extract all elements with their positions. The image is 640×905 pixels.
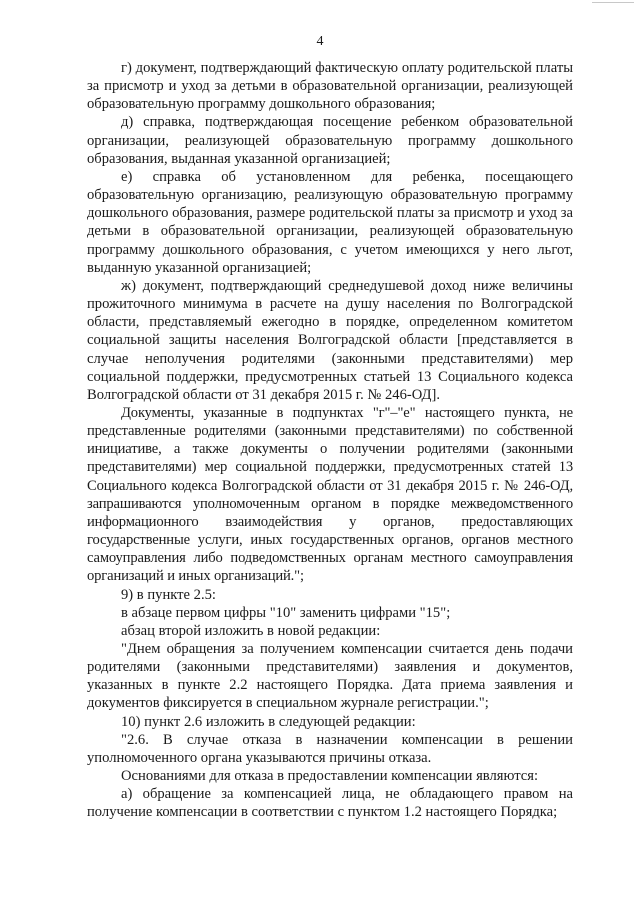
amendment-9-second-paragraph: абзац второй изложить в новой редакции:	[121, 622, 381, 639]
scan-edge-mark	[592, 2, 634, 3]
clause-2-6-text: "2.6. В случае отказа в назначении компенсации в решении уполномоченного органа указываются причины отказа.	[87, 731, 573, 766]
application-date-paragraph: "Днем обращения за получением компенсации считается день подачи родителями (законными представителями) заявления и документов, указанных в пункте 2.2 настоящего Порядка. Дата приема заявления и документов фиксируется в специальном журнале регистрации.";	[87, 641, 573, 712]
refusal-ground-a: а) обращение за компенсацией лица, не обладающего правом на получение компенсации в соответствии с пунктом 1.2 настоящего Порядка;	[87, 786, 573, 821]
refusal-grounds-heading: Основаниями для отказа в предоставлении компенсации являются:	[121, 768, 539, 785]
amendment-9-first-paragraph: в абзаце первом цифры "10" заменить цифрами "15";	[121, 604, 451, 621]
amendment-10-heading: 10) пункт 2.6 изложить в следующей редакции:	[121, 713, 416, 730]
item-g-payment-document: г) документ, подтверждающий фактическую оплату родительской платы за присмотр и уход за детьми в образовательной организации, реализующей образовательную программу дошкольного образования;	[87, 60, 573, 113]
item-e-fee-certificate: е) справка об установленном для ребенка, посещающего образовательную организацию, реализующую образовательную программу дошкольного образования, размере родительской платы за присмотр и уход за детьми в образовательной организации, реализующей образовательную программу дошкольного образования, с учетом имеющихся у него льгот, выданную указанной организацией;	[87, 168, 573, 276]
amendment-9-heading: 9) в пункте 2.5:	[121, 586, 216, 603]
documents-request-paragraph: Документы, указанные в подпунктах "г"–"е" настоящего пункта, не представленные родителями (законными представителями) по собственной инициативе, а также документы о получении родителями (законными представителями) мер социальной поддержки, предусмотренных статей 13 Социального кодекса Волгоградской области от 31 декабря 2015 г. № 246-ОД, запрашиваются уполномоченным органом в порядке межведомственного информационного взаимодействия у органов, предоставляющих государственные услуги, иных государственных органов, органов местного самоуправления либо подведомственных органам местного самоуправления организаций и иных организаций.";	[87, 404, 573, 585]
item-zh-income-document: ж) документ, подтверждающий среднедушевой доход ниже величины прожиточного минимума в расчете на душу населения по Волгоградской области, представляемый ежегодно в порядке, определенном комитетом социальной защиты населения Волгоградской области [представляется в случае неполучения родителями (законными представителями) мер социальной поддержки, предусмотренных статьей 13 Социального кодекса Волгоградской области от 31 декабря 2015 г. № 246-ОД].	[87, 277, 573, 403]
item-d-attendance-certificate: д) справка, подтверждающая посещение ребенком образовательной организации, реализующей образовательную программу дошкольного образования, выданная указанной организацией;	[87, 114, 573, 167]
document-body	[87, 59, 573, 822]
page-number: 4	[316, 34, 324, 49]
